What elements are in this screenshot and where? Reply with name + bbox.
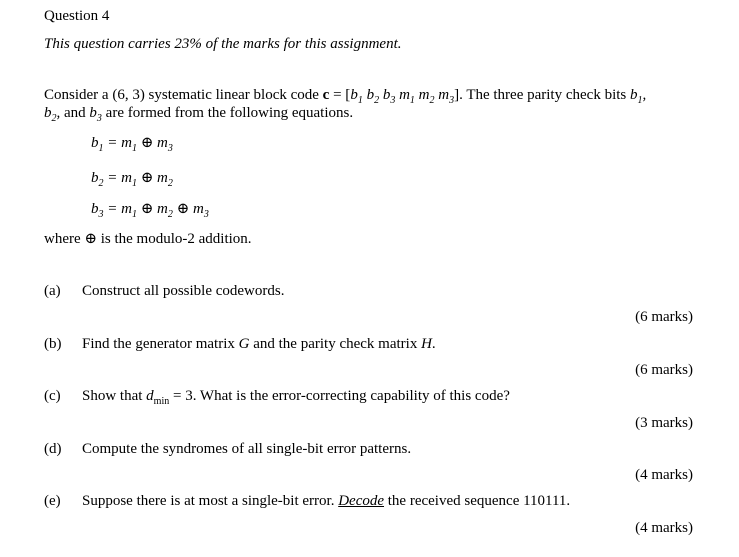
part-b-text: Find the generator matrix G and the parity check matrix H.: [82, 336, 436, 352]
vector-text: $b_1$ $b_2$ $b_3$ $m_1$ $m_2$ $m_3$: [350, 87, 455, 106]
intro-line-2: $b_2$, and $b_3$ are formed from the following equations.: [44, 105, 354, 124]
part-a-letter: (a): [44, 283, 61, 299]
question-title: Question 4: [44, 8, 110, 24]
code-symbol: c: [322, 87, 330, 103]
part-e-text: Suppose there is at most a single-bit error. Decode the received sequence 110111.: [82, 493, 571, 509]
equation-3: $b_3 = m_1$ ⊕ $m_2$ ⊕ $m_3$: [91, 201, 209, 220]
part-b-marks: (6 marks): [635, 362, 693, 378]
part-c-letter: (c): [44, 388, 61, 404]
part-d-text: Compute the syndromes of all single-bit error patterns.: [82, 441, 412, 457]
part-e-letter: (e): [44, 493, 61, 509]
equation-2: $b_2 = m_1$ ⊕ $m_2$: [91, 170, 173, 189]
part-e-marks: (4 marks): [635, 520, 693, 536]
equation-1: $b_1 = m_1$ ⊕ $m_3$: [91, 135, 173, 154]
where-text: where ⊕ is the modulo-2 addition.: [44, 231, 252, 247]
part-a-marks: (6 marks): [635, 309, 693, 325]
part-c-text: Show that $d_{min} = 3$. What is the error-correcting capability of this code?: [82, 388, 510, 407]
part-c-marks: (3 marks): [635, 415, 693, 431]
intro-line-1: Consider a (6, 3) systematic linear block code $c = [b_1$ $b_2$ $b_3$ $m_1$ $m_2$ $m_3$]. The three parity check bits $b_1$,: [44, 87, 647, 106]
part-d-marks: (4 marks): [635, 467, 693, 483]
part-d-letter: (d): [44, 441, 62, 457]
part-a-text: Construct all possible codewords.: [82, 283, 285, 299]
question-weight: This question carries 23% of the marks for this assignment.: [44, 36, 402, 52]
part-b-letter: (b): [44, 336, 62, 352]
